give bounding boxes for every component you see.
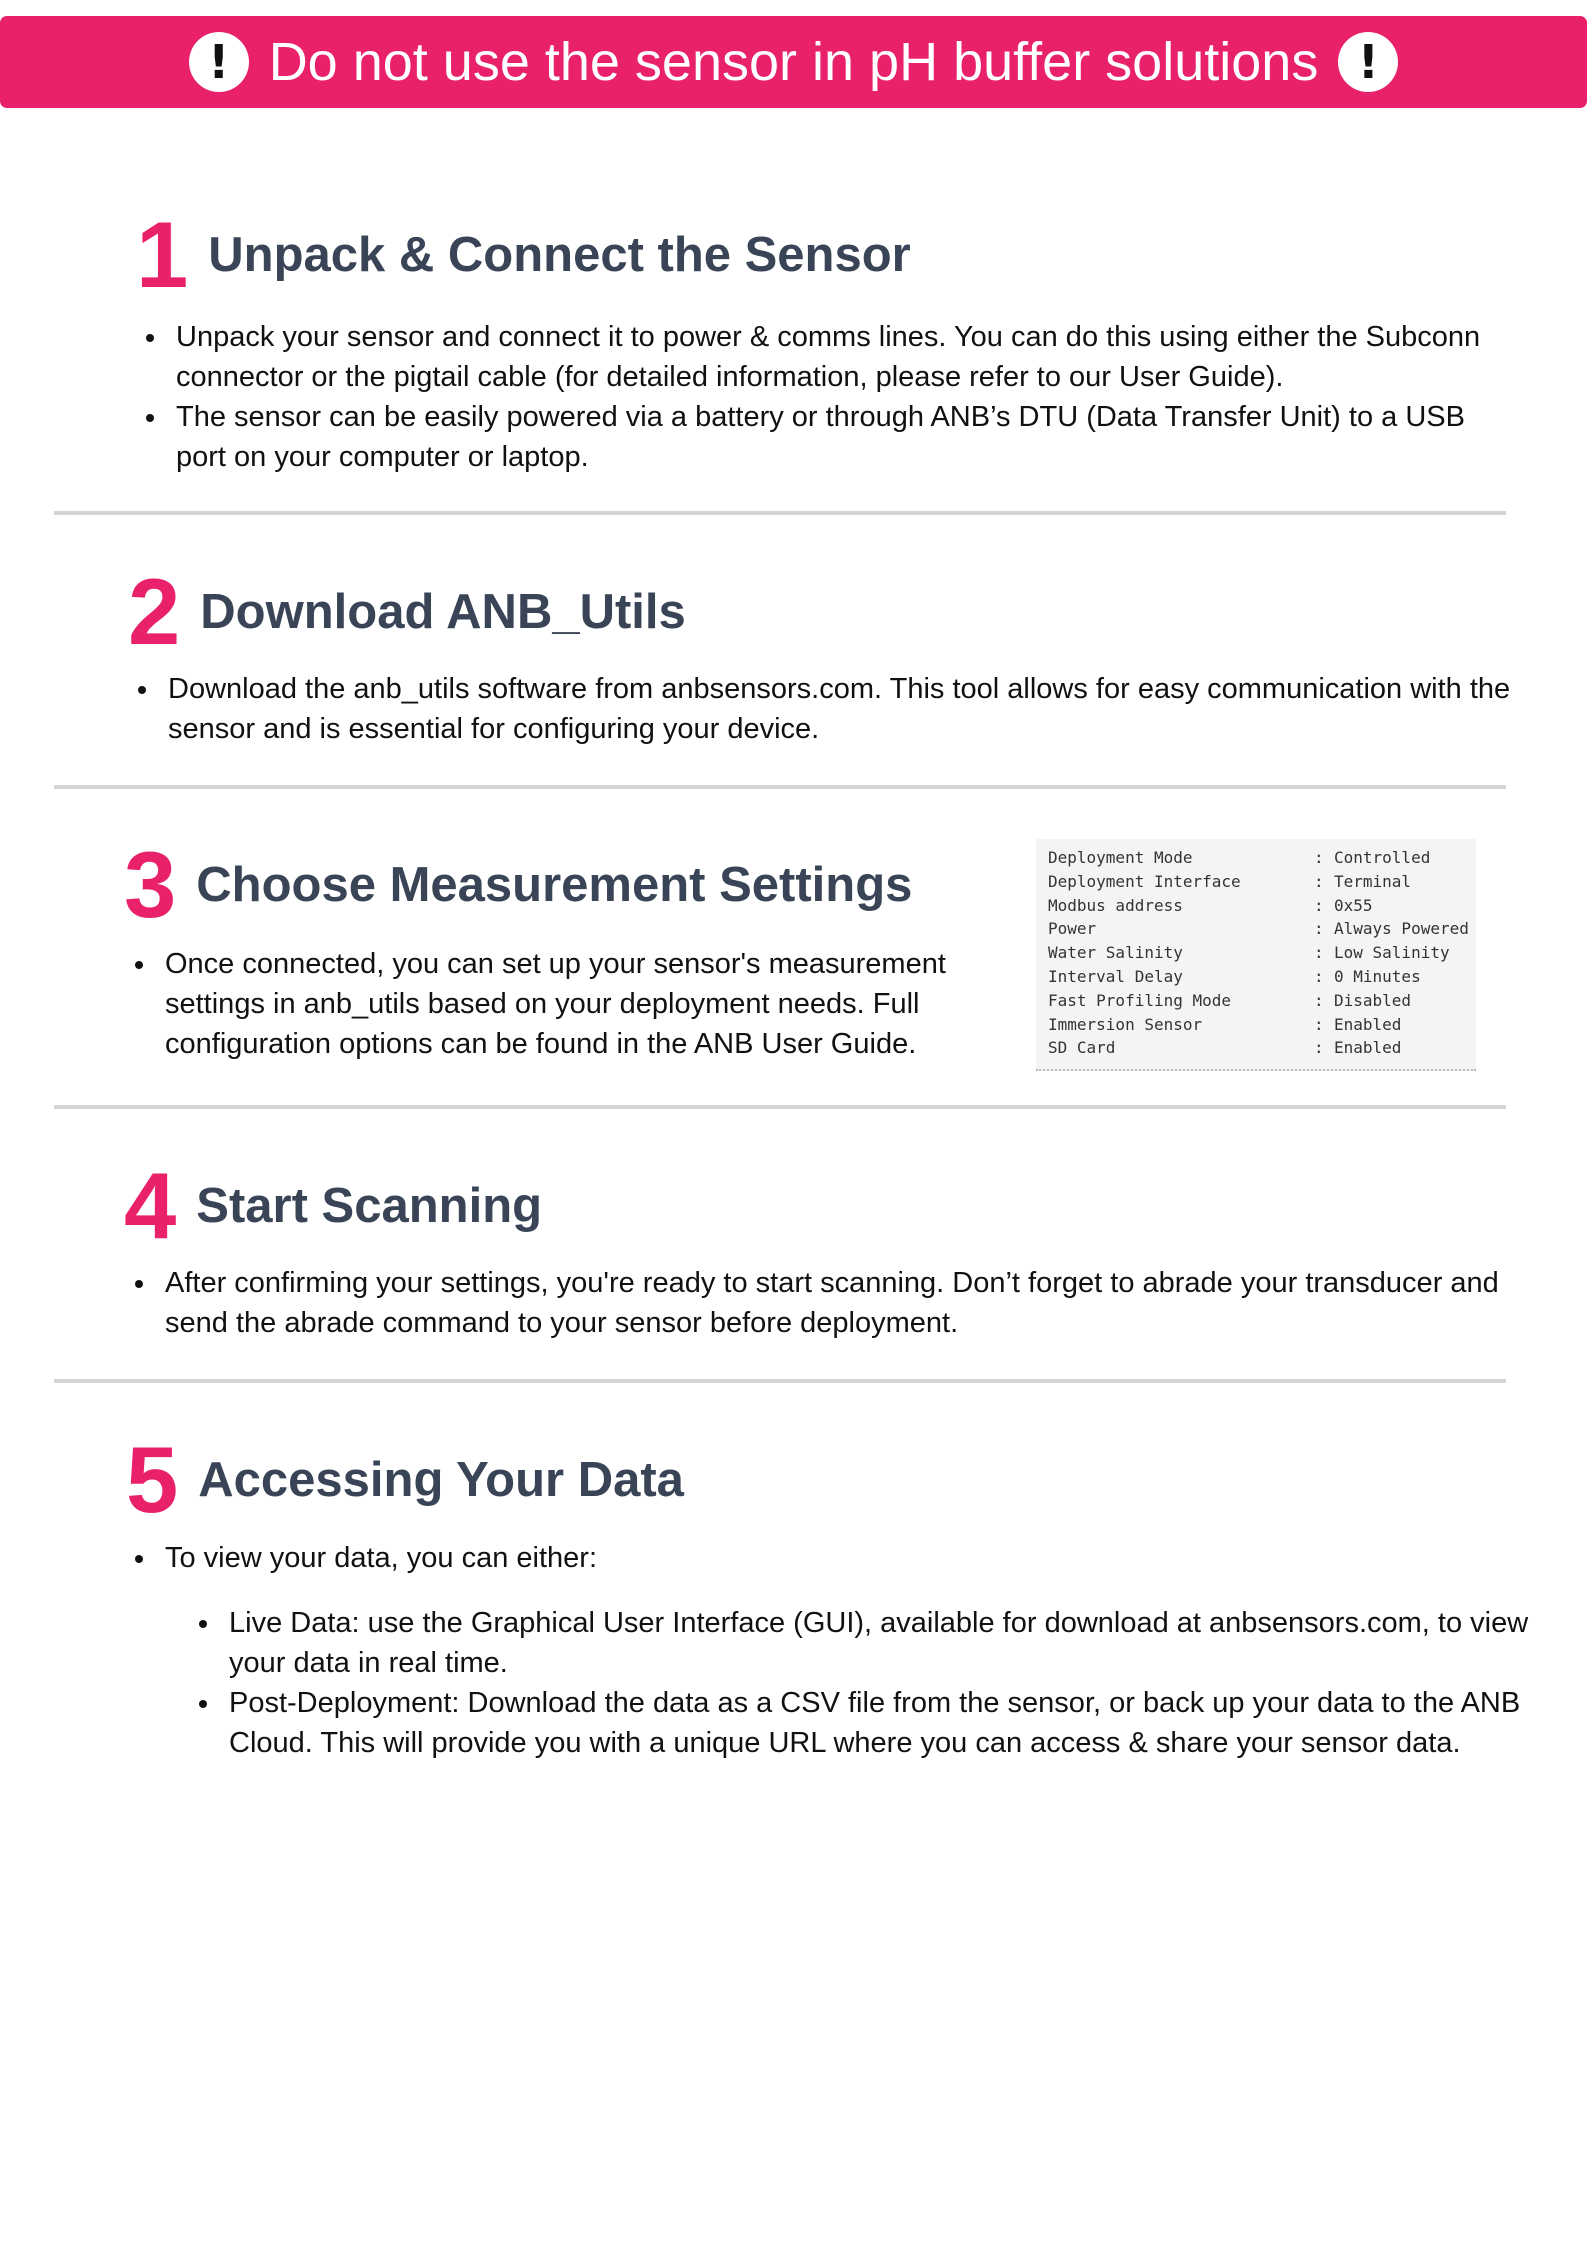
list-item: After confirming your settings, you're ready to start scanning. Don’t forget to abrade your transducer and send the abrade command to your sensor before deployment. (165, 1263, 1505, 1343)
step-number: 3 (124, 832, 177, 937)
setting-separator: : (1314, 966, 1324, 986)
step-title: Accessing Your Data (198, 1452, 684, 1507)
step-4-heading (124, 1153, 543, 1258)
list-item: Live Data: use the Graphical User Interface (GUI), available for download at anbsensors.com, to view your data in real time. (229, 1603, 1529, 1683)
step-title: Choose Measurement Settings (196, 857, 913, 912)
step-3-heading (124, 832, 913, 937)
step-number: 4 (124, 1153, 177, 1258)
step-number: 2 (128, 559, 181, 664)
setting-row (1048, 870, 1476, 894)
setting-value: Disabled (1334, 990, 1412, 1010)
setting-key: Modbus address (1048, 895, 1183, 915)
setting-separator: : (1314, 848, 1324, 867)
setting-row (1048, 894, 1476, 918)
list-item: To view your data, you can either: (165, 1538, 1505, 1578)
list-item: Once connected, you can set up your sensor's measurement settings in anb_utils based on your deployment needs. Full configuration options can be found in the ANB User Guide. (165, 944, 965, 1064)
section-divider (54, 785, 1506, 789)
setting-row (1048, 917, 1476, 941)
step-1-heading (136, 202, 911, 307)
section-divider (54, 1379, 1506, 1383)
setting-row (1048, 1013, 1476, 1037)
setting-key: Immersion Sensor (1048, 1014, 1203, 1034)
section-divider (54, 511, 1506, 515)
setting-separator: : (1314, 895, 1324, 915)
step-number: 5 (126, 1427, 179, 1532)
list-item: Post-Deployment: Download the data as a CSV file from the sensor, or back up your data to the ANB Cloud. This will provide you with a unique URL where you can access & share your sensor data. (229, 1683, 1529, 1763)
setting-value: Terminal (1334, 871, 1412, 891)
section-divider (54, 1105, 1506, 1109)
step-2-heading (128, 559, 686, 664)
setting-value: Enabled (1334, 1038, 1402, 1058)
step-3-list (165, 944, 965, 1064)
step-5-sublist (229, 1603, 1529, 1763)
setting-row (1048, 965, 1476, 989)
exclamation-circle-icon: ! (189, 32, 249, 92)
settings-terminal (1036, 839, 1476, 1071)
setting-key: Power (1048, 919, 1097, 939)
setting-separator: : (1314, 919, 1324, 939)
setting-row (1048, 1036, 1476, 1060)
step-1-list (176, 317, 1516, 477)
setting-key: Deployment Mode (1048, 848, 1193, 867)
warning-text: Do not use the sensor in pH buffer solutions (268, 32, 1319, 92)
warning-banner (0, 16, 1587, 108)
step-2-list (168, 669, 1528, 749)
setting-key: Deployment Interface (1048, 871, 1241, 891)
step-number: 1 (136, 202, 189, 307)
step-title: Unpack & Connect the Sensor (208, 227, 911, 282)
step-4-list (165, 1263, 1505, 1343)
step-title: Start Scanning (196, 1178, 543, 1233)
setting-separator: : (1314, 871, 1324, 891)
setting-key: Fast Profiling Mode (1048, 990, 1232, 1010)
setting-key: Interval Delay (1048, 966, 1183, 986)
list-item: Download the anb_utils software from anbsensors.com. This tool allows for easy communication with the sensor and is essential for configuring your device. (168, 669, 1528, 749)
list-item: Unpack your sensor and connect it to power & comms lines. You can do this using either the Subconn connector or the pigtail cable (for detailed information, please refer to our User Guide). (176, 317, 1516, 397)
setting-value: Low Salinity (1334, 943, 1450, 963)
setting-separator: : (1314, 1038, 1324, 1058)
setting-key: Water Salinity (1048, 943, 1183, 963)
step-title: Download ANB_Utils (200, 584, 686, 639)
setting-row (1048, 846, 1476, 870)
setting-row (1048, 989, 1476, 1013)
setting-separator: : (1314, 990, 1324, 1010)
setting-key: SD Card (1048, 1038, 1116, 1058)
step-5-heading (126, 1427, 684, 1532)
setting-value: Always Powered (1334, 919, 1469, 939)
setting-value: Controlled (1334, 848, 1431, 867)
setting-value: 0x55 (1334, 895, 1373, 915)
setting-value: Enabled (1334, 1014, 1402, 1034)
setting-separator: : (1314, 1014, 1324, 1034)
list-item: The sensor can be easily powered via a battery or through ANB’s DTU (Data Transfer Unit) to a USB port on your computer or laptop. (176, 397, 1516, 477)
exclamation-circle-icon: ! (1338, 32, 1398, 92)
setting-separator: : (1314, 943, 1324, 963)
step-5-list (165, 1538, 1505, 1578)
setting-value: 0 Minutes (1334, 966, 1421, 986)
setting-row (1048, 941, 1476, 965)
